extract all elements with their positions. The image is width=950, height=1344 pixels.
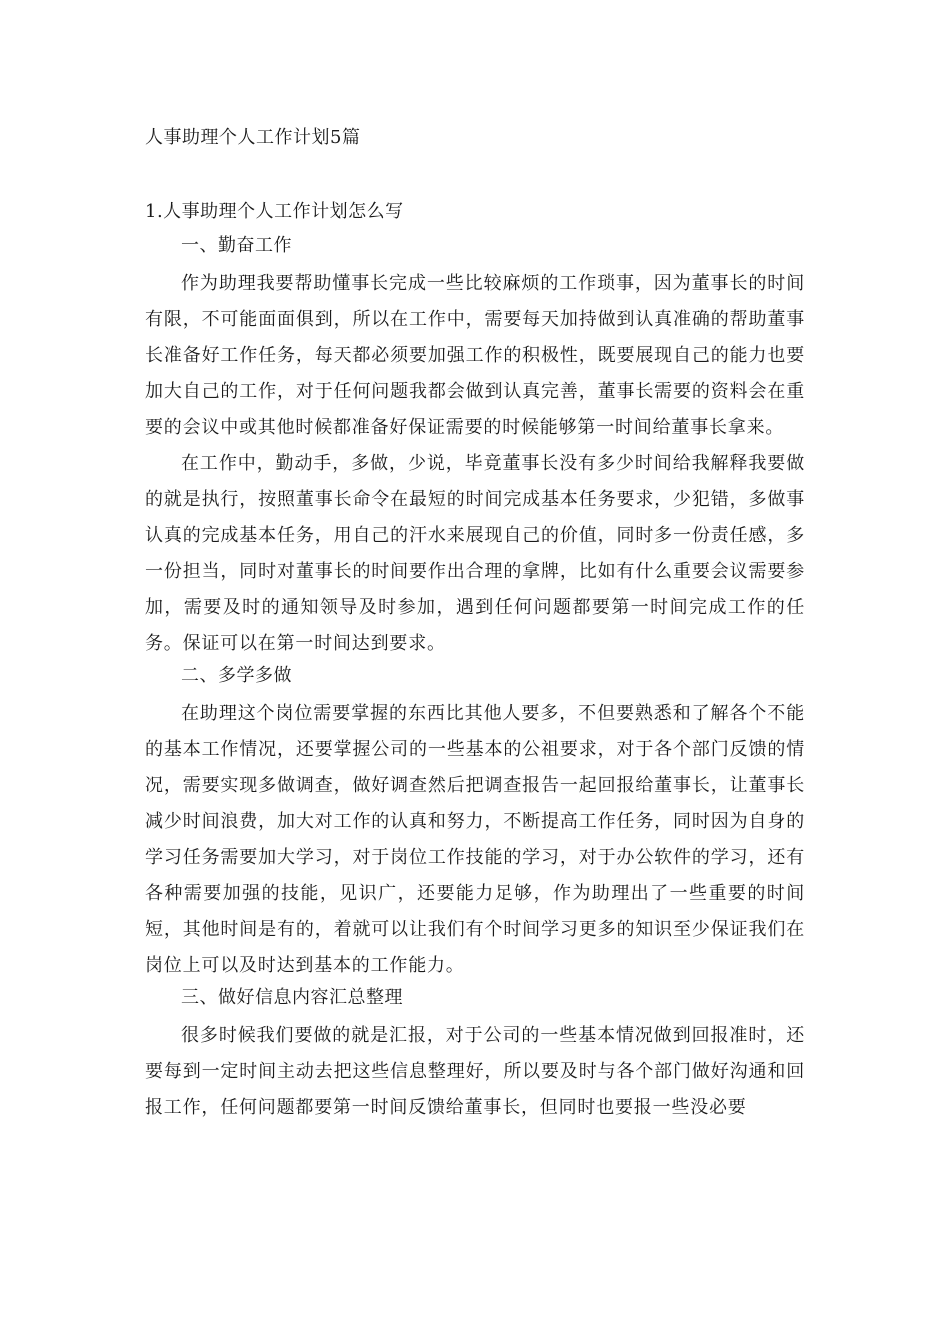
paragraph: 作为助理我要帮助懂事长完成一些比较麻烦的工作琐事，因为董事长的时间有限，不可能面面俱到，所以在工作中，需要每天加持做到认真准确的帮助董事长准备好工作任务，每天都必须要加强工作的积极性，既要展现自己的能力也要加大自己的工作，对于任何问题我都会做到认真完善，董事长需要的资料会在重要的会议中或其他时候都准备好保证需要的时候能够第一时间给董事长拿来。 [145,273,805,438]
section-3 [145,984,805,1126]
document-subtitle: 1.人事助理个人工作计划怎么写 [145,201,404,222]
paragraph: 在工作中，勤动手，多做，少说，毕竟董事长没有多少时间给我解释我要做的就是执行，按照董事长命令在最短的时间完成基本任务要求，少犯错，多做事认真的完成基本任务，用自己的汗水来展现自己的价值，同时多一份责任感，多一份担当，同时对董事长的时间要作出合理的拿牌，比如有什么重要会议需要参加，需要及时的通知领导及时参加，遇到任何问题都要第一时间完成工作的任务。保证可以在第一时间达到要求。 [145,453,805,654]
paragraph: 很多时候我们要做的就是汇报，对于公司的一些基本情况做到回报准时，还要每到一定时间主动去把这些信息整理好，所以要及时与各个部门做好沟通和回报工作，任何问题都要第一时间反馈给董事长，但同时也要报一些没必要 [145,1025,805,1118]
section-heading: 一、勤奋工作 [181,235,292,256]
document-title: 人事助理个人工作计划5篇 [145,127,361,148]
section-2 [145,662,805,984]
paragraph: 在助理这个岗位需要掌握的东西比其他人要多，不但要熟悉和了解各个不能的基本工作情况，还要掌握公司的一些基本的公祖要求，对于各个部门反馈的情况，需要实现多做调查，做好调查然后把调查报告一起回报给董事长，让董事长减少时间浪费，加大对工作的认真和努力，不断提高工作任务，同时因为自身的学习任务需要加大学习，对于岗位工作技能的学习，对于办公软件的学习，还有各种需要加强的技能，见识广，还要能力足够，作为助理出了一些重要的时间短，其他时间是有的，着就可以让我们有个时间学习更多的知识至少保证我们在岗位上可以及时达到基本的工作能力。 [145,703,805,976]
section-heading: 二、多学多做 [181,665,292,686]
section-1 [145,232,805,662]
section-heading: 三、做好信息内容汇总整理 [181,987,403,1008]
document-body [145,198,805,1126]
